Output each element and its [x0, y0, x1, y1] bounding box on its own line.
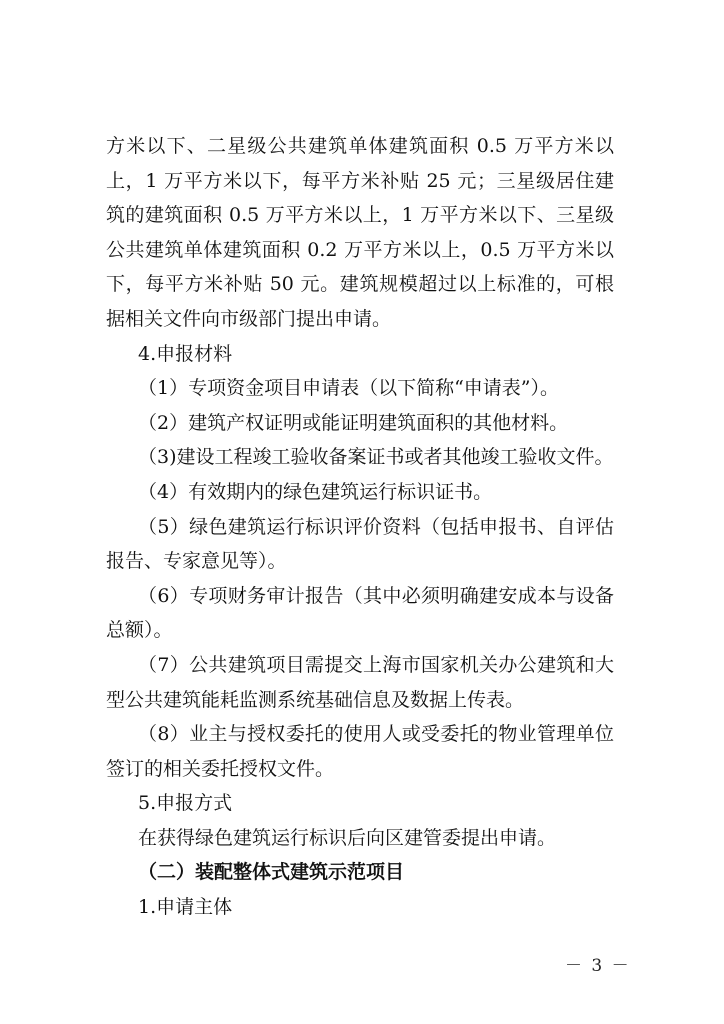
- material-item-5: （5）绿色建筑运行标识评价资料（包括申报书、自评估报告、专家意见等）。: [106, 515, 614, 573]
- heading-prefab-demo-project: （二）装配整体式建筑示范项目: [138, 861, 405, 884]
- body-text: [106, 129, 614, 925]
- section-applicant: 1.申请主体: [138, 896, 233, 919]
- section-application-materials: 4.申报材料: [138, 342, 233, 365]
- material-item-6: （6）专项财务审计报告（其中必须明确建安成本与设备总额）。: [106, 584, 614, 642]
- material-item-4: （4）有效期内的绿色建筑运行标识证书。: [138, 480, 493, 503]
- material-item-3: （3)建设工程竣工验收备案证书或者其他竣工验收文件。: [138, 446, 614, 469]
- material-item-7: （7）公共建筑项目需提交上海市国家机关办公建筑和大型公共建筑能耗监测系统基础信息及数据上传表。: [106, 653, 614, 711]
- material-item-2: （2）建筑产权证明或能证明建筑面积的其他材料。: [138, 411, 569, 434]
- paragraph-subsidy-standards: 方米以下、二星级公共建筑单体建筑面积 0.5 万平方米以上，1 万平方米以下，每平方米补贴 25 元；三星级居住建筑的建筑面积 0.5 万平方米以上，1 万平方米以下、三星级公共建筑单体建筑面积 0.2 万平方米以上，0.5 万平方米以下，每平方米补贴 50 元。建筑规模超过以上标准的，可根据相关文件向市级部门提出申请。: [106, 135, 614, 330]
- material-item-8: （8）业主与授权委托的使用人或受委托的物业管理单位签订的相关委托授权文件。: [106, 723, 614, 780]
- page-number: － 3 －: [565, 956, 631, 976]
- paragraph-application-method: 在获得绿色建筑运行标识后向区建管委提出申请。: [138, 826, 557, 849]
- material-item-1: （1）专项资金项目申请表（以下简称“申请表”）。: [138, 377, 560, 400]
- section-application-method: 5.申报方式: [138, 792, 233, 815]
